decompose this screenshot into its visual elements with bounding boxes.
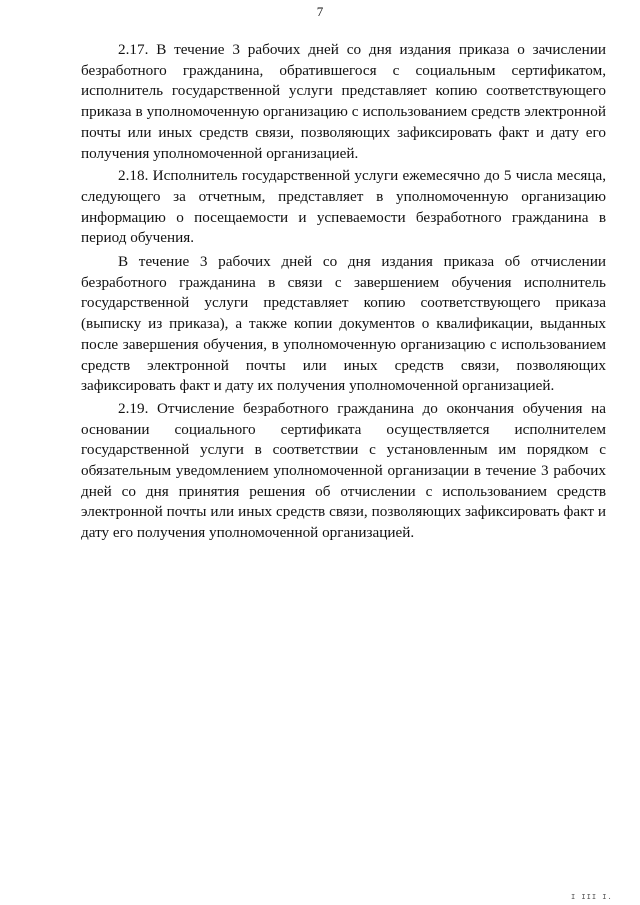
- paragraph-2-17: 2.17. В течение 3 рабочих дней со дня издания приказа о зачислении безработного гражданина, обратившегося с социальным сертификатом, исполнитель государственной услуги представляет копию соответствующего приказа в уполномоченную организацию с использованием средств электронной почты или иных средств связи, позволяющих зафиксировать факт и дату его получения уполномоченной организацией.: [81, 41, 606, 162]
- paragraph-dismissal-notice: В течение 3 рабочих дней со дня издания приказа об отчислении безработного гражданина в связи с завершением обучения исполнитель государственной услуги представляет копию соответствующего приказа (выписку из приказа), а также копии документов о квалификации, выданных после завершения обучения, в уполномоченную организацию с использованием средств электронной почты или иных средств связи, позволяющих зафиксировать факт и дату их получения уполномоченной организацией.: [81, 253, 606, 395]
- document-body: [81, 40, 606, 546]
- paragraph-2-19: 2.19. Отчисление безработного гражданина до окончания обучения на основании социального сертификата осуществляется исполнителем государственной услуги в соответствии с установленным им порядком с обязательным уведомлением уполномоченной организации в течение 3 рабочих дней со дня принятия решения об отчислении с использованием средств электронной почты или иных средств связи, позволяющих зафиксировать факт и дату его получения уполномоченной организацией.: [81, 399, 606, 542]
- paragraph-2-18: 2.18. Исполнитель государственной услуги ежемесячно до 5 числа месяца, следующего за отчетным, представляет в уполномоченную организацию информацию о посещаемости и успеваемости безработного гражданина в период обучения.: [81, 167, 606, 247]
- scan-mark: I III I.: [571, 893, 613, 901]
- page-number: 7: [316, 4, 324, 19]
